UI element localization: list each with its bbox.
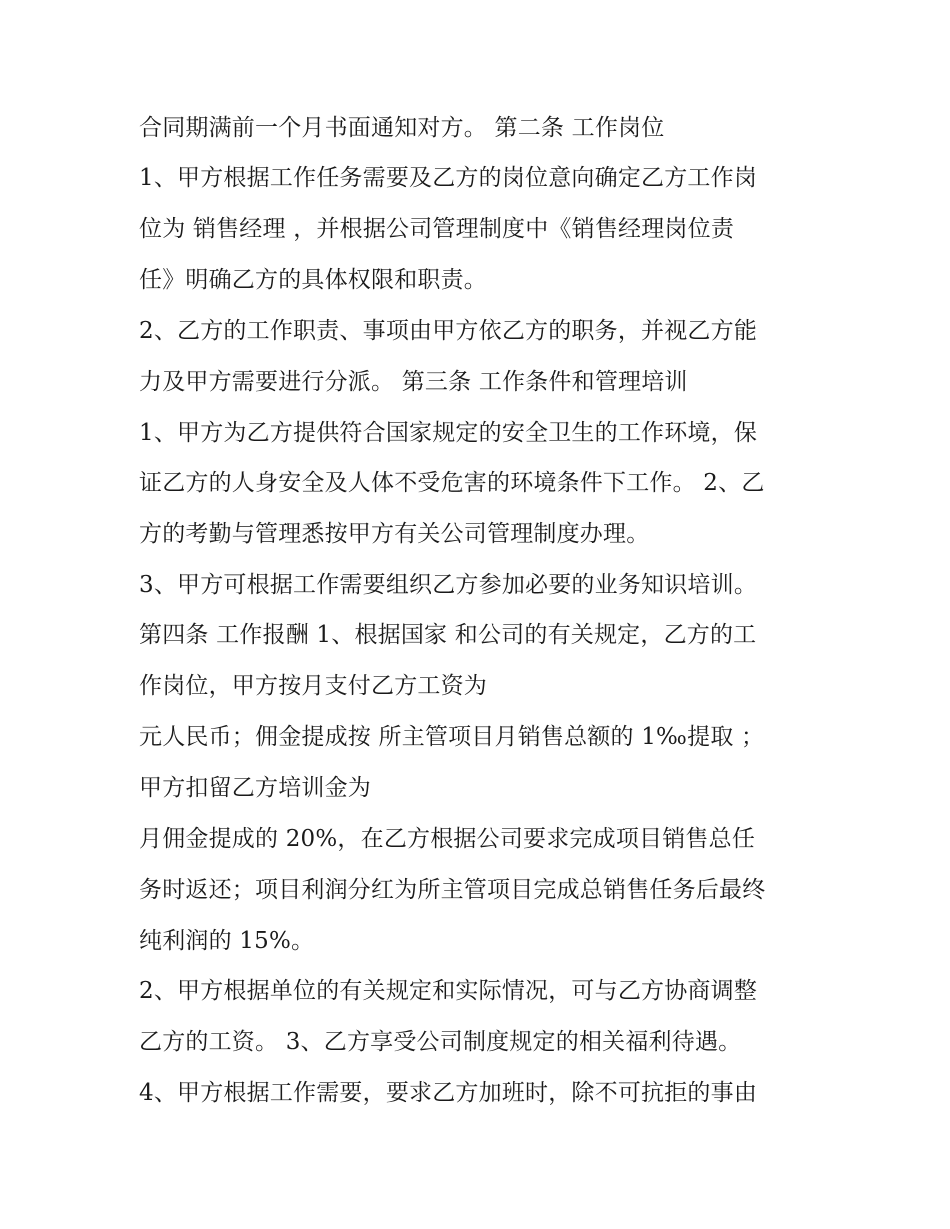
text-line: 第四条 工作报酬 1、根据国家 和公司的有关规定，乙方的工 (139, 622, 757, 648)
text-line: 4、甲方根据工作需要，要求乙方加班时，除不可抗拒的事由 (139, 1080, 758, 1106)
text-line: 纯利润的 15%。 (139, 928, 315, 954)
text-line: 1、甲方为乙方提供符合国家规定的安全卫生的工作环境，保 (139, 420, 758, 446)
text-line: 方的考勤与管理悉按甲方有关公司管理制度办理。 (139, 521, 650, 547)
text-line: 甲方扣留乙方培训金为 (139, 775, 371, 801)
text-line: 力及甲方需要进行分派。 第三条 工作条件和管理培训 (139, 369, 688, 395)
text-line: 3、甲方可根据工作需要组织乙方参加必要的业务知识培训。 (139, 572, 758, 598)
text-line: 2、乙方的工作职责、事项由甲方依乙方的职务，并视乙方能 (139, 318, 758, 344)
text-line: 任》明确乙方的具体权限和职责。 (139, 267, 487, 293)
text-line: 1、甲方根据工作任务需要及乙方的岗位意向确定乙方工作岗 (139, 165, 758, 191)
text-line: 作岗位，甲方按月支付乙方工资为 (139, 673, 487, 699)
text-line: 月佣金提成的 20%，在乙方根据公司要求完成项目销售总任 (139, 826, 756, 852)
text-line: 元人民币；佣金提成按 所主管项目月销售总额的 1‰提取 ； (139, 724, 765, 750)
text-line: 证乙方的人身安全及人体不受危害的环境条件下工作。 2、乙 (139, 470, 765, 496)
text-line: 乙方的工资。 3、乙方享受公司制度规定的相关福利待遇。 (139, 1029, 742, 1055)
text-line: 2、甲方根据单位的有关规定和实际情况，可与乙方协商调整 (139, 978, 758, 1004)
text-line: 合同期满前一个月书面通知对方。 第二条 工作岗位 (139, 115, 665, 141)
text-line: 务时返还；项目利润分红为所主管项目完成总销售任务后最终 (139, 877, 766, 903)
text-line: 位为 销售经理 ，并根据公司管理制度中《销售经理岗位责 (139, 216, 735, 242)
